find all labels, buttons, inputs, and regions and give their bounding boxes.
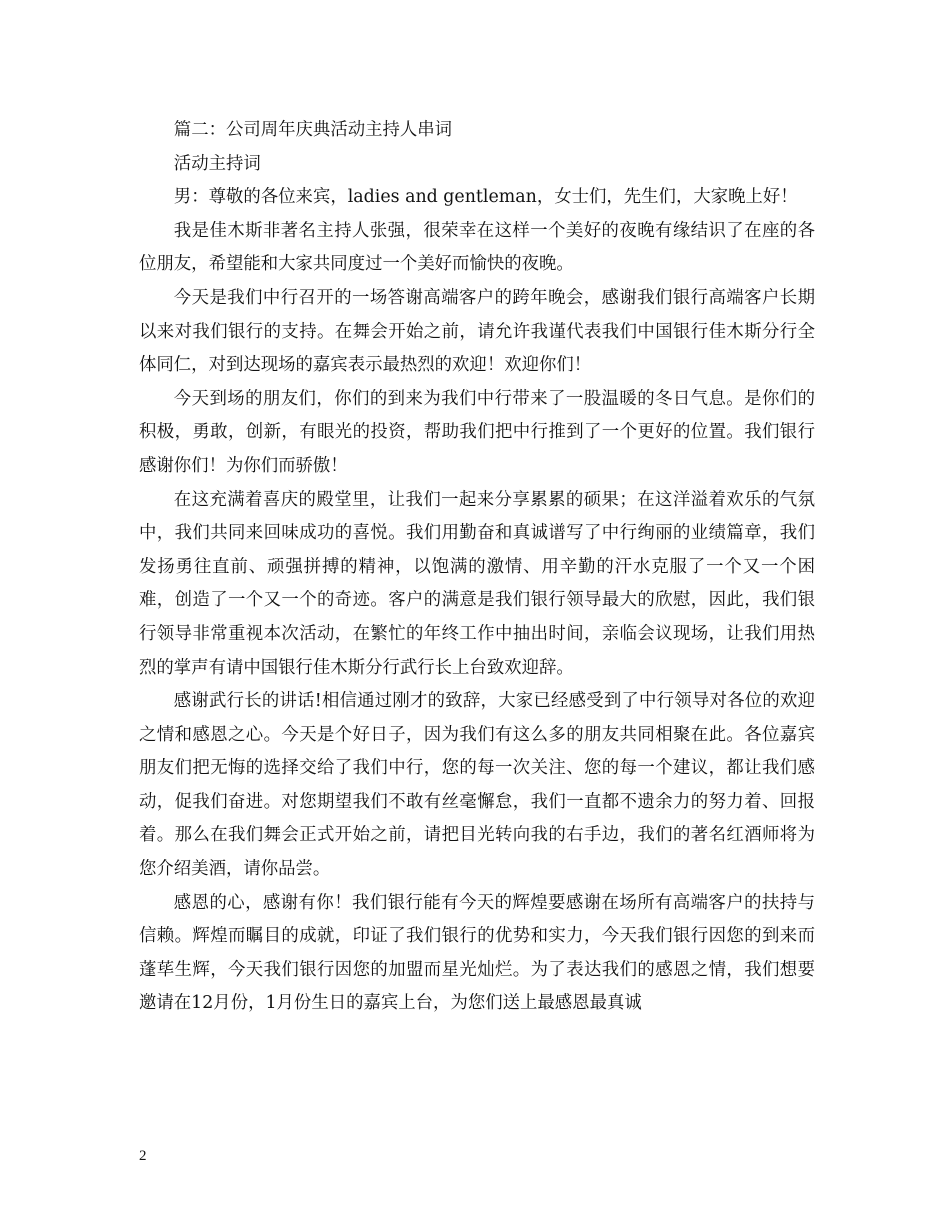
section-title: 篇二：公司周年庆典活动主持人串词 [173, 120, 453, 140]
paragraph-achievements: 在这充满着喜庆的殿堂里，让我们一起来分享累累的硕果；在这洋溢着欢乐的气氛中，我们共同来回味成功的喜悦。我们用勤奋和真诚谱写了中行绚丽的业绩篇章，我们发扬勇往直前、顽强拼搏的精神，以饱满的激情、用辛勤的汗水克服了一个又一个困难，创造了一个又一个的奇迹。客户的满意是我们银行领导最大的欣慰，因此，我们银行领导非常重视本次活动，在繁忙的年终工作中抽出时间，亲临会议现场，让我们用热烈的掌声有请中国银行佳木斯分行武行长上台致欢迎辞。 [139, 489, 815, 678]
document-subtitle: 活动主持词 [173, 153, 261, 174]
paragraph-welcome: 今天是我们中行召开的一场答谢高端客户的跨年晚会，感谢我们银行高端客户长期以来对我们银行的支持。在舞会开始之前，请允许我谨代表我们中国银行佳木斯分行全体同仁，对到达现场的嘉宾表示最热烈的欢迎！欢迎你们！ [139, 287, 815, 376]
paragraph-speech-thanks: 感谢武行长的讲话!相信通过刚才的致辞，大家已经感受到了中行领导对各位的欢迎之情和感恩之心。今天是个好日子，因为我们有这么多的朋友共同相聚在此。各位嘉宾朋友们把无悔的选择交给了我们中行，您的每一次关注、您的每一个建议，都让我们感动，促我们奋进。对您期望我们不敢有丝毫懈怠，我们一直都不遗余力的努力着、回报着。那么在我们舞会正式开始之前，请把目光转向我的右手边，我们的著名红酒师将为您介绍美酒，请你品尝。 [139, 691, 815, 880]
document-body [139, 114, 815, 1021]
paragraph-gratitude: 感恩的心，感谢有你！我们银行能有今天的辉煌要感谢在场所有高端客户的扶持与信赖。辉煌而瞩目的成就，印证了我们银行的优势和实力，今天我们银行因您的到来而蓬荜生辉，今天我们银行因您的加盟而星光灿烂。为了表达我们的感恩之情，我们想要邀请在12月份，1月份生日的嘉宾上台，为您们送上最感恩最真诚 [139, 892, 815, 1014]
paragraph-greeting: 男：尊敬的各位来宾，ladies and gentleman，女士们，先生们，大家晚上好！ [173, 187, 798, 208]
paragraph-thanks-friends: 今天到场的朋友们，你们的到来为我们中行带来了一股温暖的冬日气息。是你们的积极，勇敢，创新，有眼光的投资，帮助我们把中行推到了一个更好的位置。我们银行感谢你们！为你们而骄傲！ [139, 388, 815, 476]
page-number: 2 [139, 1148, 147, 1164]
paragraph-self-introduction: 我是佳木斯非著名主持人张强，很荣幸在这样一个美好的夜晚有缘结识了在座的各位朋友，希望能和大家共同度过一个美好而愉快的夜晚。 [139, 220, 815, 275]
